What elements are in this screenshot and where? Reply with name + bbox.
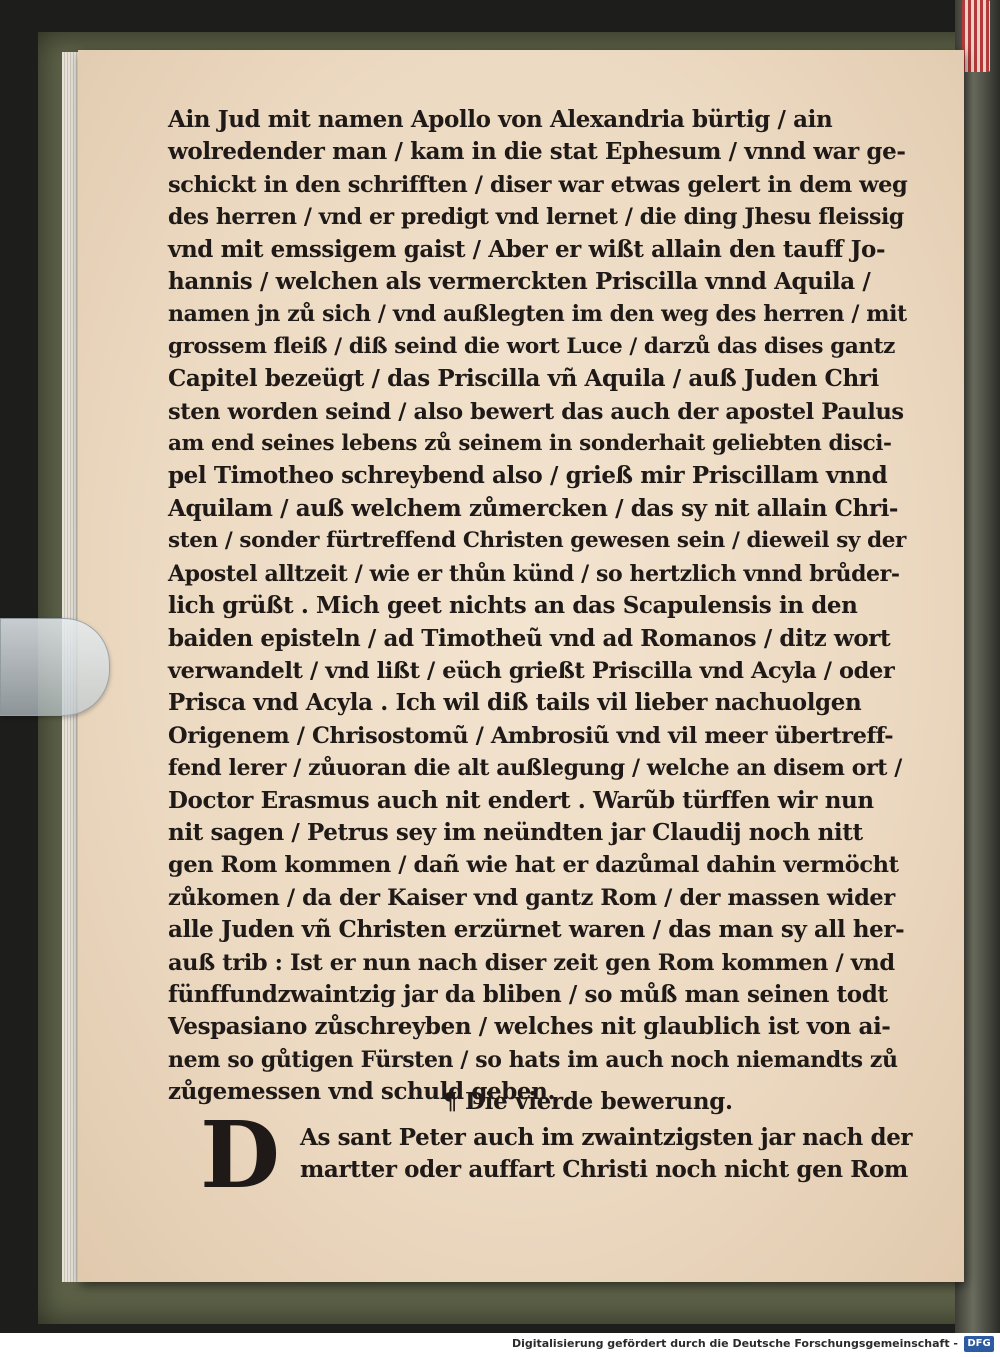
text-line: Prisca vnd Acyla . Ich wil diß tails vil lieber nachuolgen xyxy=(168,689,862,717)
text-line: Doctor Erasmus auch nit endert . Warũb türffen wir nun xyxy=(168,786,874,814)
text-line: sten worden seind / also bewert das auch der apostel Paulus xyxy=(168,398,904,425)
text-line: zůkomen / da der Kaiser vnd gantz Rom / der massen wider xyxy=(168,884,895,911)
text-line: fend lerer / zůuoran die alt außlegung / welche an disem ort / xyxy=(168,755,902,782)
text-line: auß trib : Ist er nun nach diser zeit gen Rom kommen / vnd xyxy=(168,949,895,976)
text-line: baiden episteln / ad Timotheũ vnd ad Romanos / ditz wort xyxy=(168,624,891,652)
text-line: Vespasiano zůschreyben / welches nit glaublich ist von ai- xyxy=(168,1013,891,1041)
body-text xyxy=(168,104,908,1109)
section-heading: ¶ Die vierde bewerung. xyxy=(443,1088,733,1115)
text-line: Apostel alltzeit / wie er thůn künd / so hertzlich vnnd brůder- xyxy=(168,560,900,587)
text-line: Ain Jud mit namen Apollo von Alexandria bürtig / ain xyxy=(168,106,833,133)
text-line: Aquilam / auß welchem zůmercken / das sy nit allain Chri- xyxy=(168,494,899,522)
text-line: namen jn zů sich / vnd außlegten im den weg des herren / mit xyxy=(168,301,907,328)
text-line: am end seines lebens zů seinem in sonderhait geliebten disci- xyxy=(168,431,892,457)
text-line: martter oder auffart Christi noch nicht gen Rom xyxy=(300,1156,908,1184)
text-line: fünffundzwaintzig jar da bliben / so můß man seinen todt xyxy=(168,980,888,1008)
text-line: gen Rom kommen / dañ wie hat er dazůmal dahin vermöcht xyxy=(168,852,899,879)
text-line: hannis / welchen als vermerckten Priscilla vnnd Aquila / xyxy=(168,268,871,296)
text-line: As sant Peter auch im zwaintzigsten jar nach der xyxy=(300,1124,913,1151)
text-line: pel Timotheo schreybend also / grieß mir Priscillam vnnd xyxy=(168,462,888,490)
text-line: zůgemessen vnd schuld geben. xyxy=(168,1078,556,1106)
text-line: grossem fleiß / diß seind die wort Luce / darzů das dises gantz xyxy=(168,333,895,359)
text-line: nem so gůtigen Fürsten / so hats im auch noch niemandts zů xyxy=(168,1046,898,1073)
text-line: wolredender man / kam in die stat Ephesum / vnnd war ge- xyxy=(168,138,906,166)
funding-credit: Digitalisierung gefördert durch die Deutsche Forschungsgemeinschaft - xyxy=(511,1337,958,1350)
text-line: schickt in den schrifften / diser war etwas gelert in dem weg xyxy=(168,171,908,198)
text-line: nit sagen / Petrus sey im neündten jar Claudij noch nitt xyxy=(168,818,863,846)
text-line: des herren / vnd er predigt vnd lernet / die ding Jhesu fleissig xyxy=(168,204,904,231)
text-line: Origenem / Chrisostomũ / Ambrosiũ vnd vil meer übertreff- xyxy=(168,722,894,749)
text-line: alle Juden vñ Christen erzürnet waren / das man sy all her- xyxy=(168,916,905,944)
text-line: verwandelt / vnd lißt / eüch grießt Priscilla vnd Acyla / oder xyxy=(168,657,895,684)
dfg-logo: DFG xyxy=(964,1336,994,1352)
page-clip xyxy=(0,618,110,716)
text-line: Capitel bezeügt / das Priscilla vñ Aquila / auß Juden Chri xyxy=(168,365,879,393)
text-line: sten / sonder fürtreffend Christen gewesen sein / dieweil sy der xyxy=(168,528,906,554)
decorated-initial: D xyxy=(200,1101,280,1209)
text-line: lich grüßt . Mich geet nichts an das Scapulensis in den xyxy=(168,592,858,620)
ribbon-bookmark xyxy=(962,0,990,72)
text-line: vnd mit emssigem gaist / Aber er wißt allain den tauff Jo- xyxy=(168,235,886,263)
footer-bar xyxy=(0,1333,1000,1357)
initial-paragraph xyxy=(300,1122,920,1187)
